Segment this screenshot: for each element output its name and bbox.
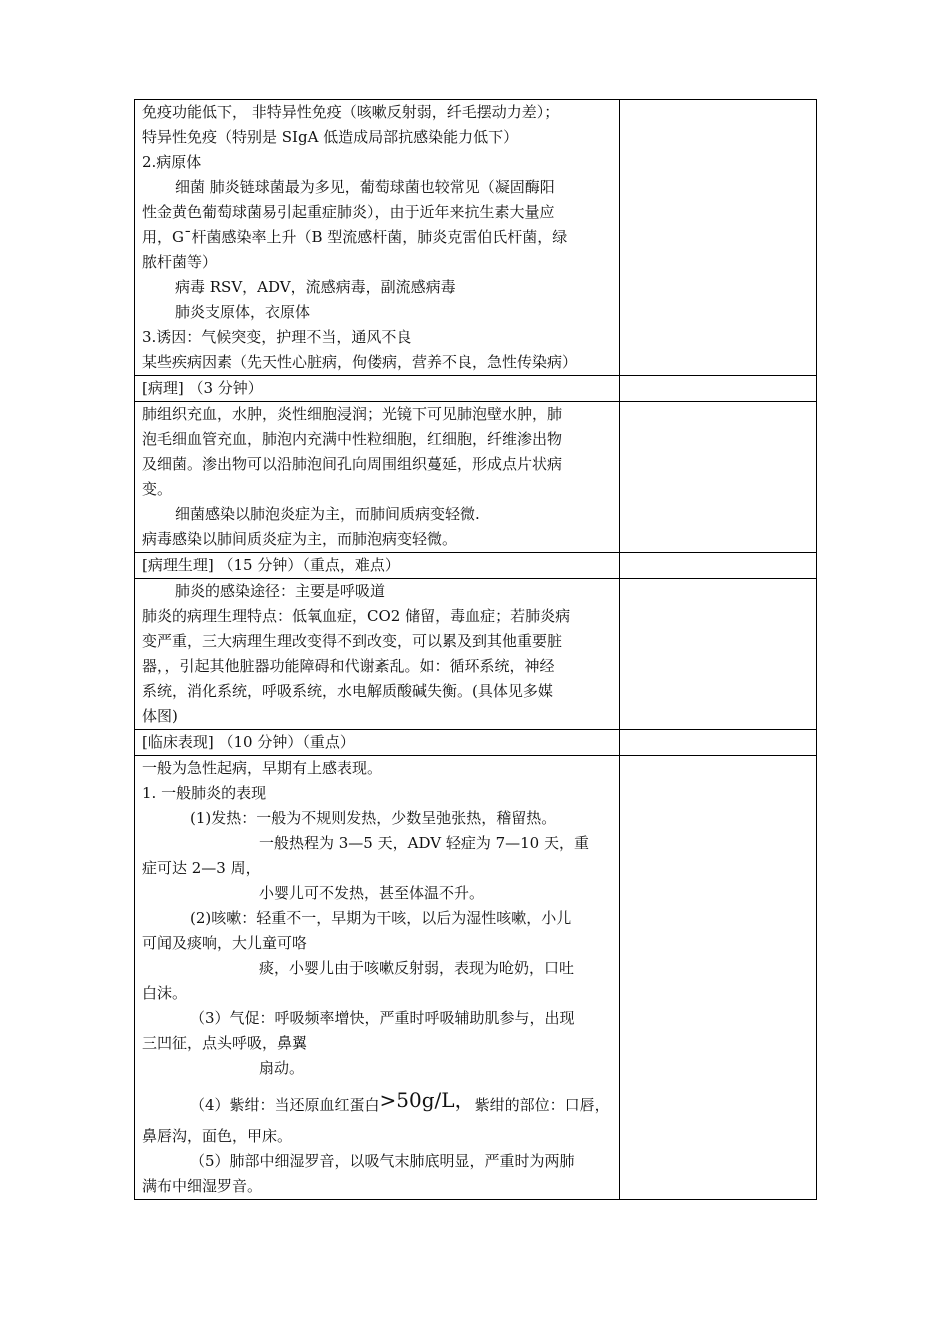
text-line: 病毒 RSV，ADV，流感病毒，副流感病毒 [175, 278, 456, 296]
section-title: [病理生理] （15 分钟）（重点，难点） [142, 556, 400, 574]
content-row [135, 579, 817, 730]
content-cell [135, 402, 620, 553]
text-line: 特异性免疫（特别是 SIgA 低造成局部抗感染能力低下） [142, 128, 519, 146]
text-line: 变严重，三大病理生理改变得不到改变，可以累及到其他重要脏 [142, 632, 563, 650]
text-segment: 紫绀的部位：口唇， [474, 1096, 610, 1114]
text-line: （3）气促：呼吸频率增快，严重时呼吸辅助肌参与，出现 [190, 1009, 575, 1027]
content-row [135, 100, 817, 376]
text-line: 痰，小婴儿由于咳嗽反射弱，表现为呛奶，口吐 [259, 959, 575, 977]
text-line: 性金黄色葡萄球菌易引起重症肺炎），由于近年来抗生素大量应 [142, 203, 555, 221]
text-line: 2.病原体 [142, 153, 202, 171]
text-line: 免疫功能低下， 非特异性免疫（咳嗽反射弱，纤毛摆动力差）； [142, 103, 560, 121]
text-line: 鼻唇沟，面色，甲床。 [142, 1127, 293, 1145]
text-line: 扇动。 [259, 1059, 305, 1077]
text-line: 及细菌。渗出物可以沿肺泡间孔向周围组织蔓延，形成点片状病 [142, 455, 563, 473]
text-line: 肺炎支原体，衣原体 [175, 303, 311, 321]
notes-cell [619, 730, 816, 756]
notes-cell [619, 402, 816, 553]
content-cell [135, 579, 620, 730]
text-line: 3.诱因：气候突变，护理不当，通风不良 [142, 328, 412, 346]
section-header-row [135, 376, 817, 402]
text-line: 泡毛细血管充血，肺泡内充满中性粒细胞，红细胞，纤维渗出物 [142, 430, 563, 448]
text-line: 白沫。 [142, 984, 188, 1002]
text-line: (2)咳嗽：轻重不一，早期为干咳，以后为湿性咳嗽，小儿 [190, 909, 572, 927]
text-line: 系统，消化系统，呼吸系统，水电解质酸碱失衡。(具体见多媒 [142, 682, 553, 700]
table-body [135, 100, 817, 1200]
text-line: 细菌 肺炎链球菌最为多见，葡萄球菌也较常见（凝固酶阳 [175, 178, 555, 196]
content-cell [135, 100, 620, 376]
text-line: 病毒感染以肺间质炎症为主，而肺泡病变轻微。 [142, 530, 458, 548]
text-line: 症可达 2—3 周， [142, 859, 261, 877]
text-line: 满布中细湿罗音。 [142, 1177, 263, 1195]
content-row [135, 756, 817, 1200]
notes-cell [619, 376, 816, 402]
section-header-cell [135, 376, 620, 402]
text-line: 体图) [142, 707, 178, 725]
text-line: 某些疾病因素（先天性心脏病，佝偻病，营养不良，急性传染病） [142, 353, 578, 371]
text-line: 变。 [142, 480, 173, 498]
notes-cell [619, 579, 816, 730]
section-header-row [135, 553, 817, 579]
notes-cell [619, 100, 816, 376]
text-line: 肺组织充血，水肿，炎性细胞浸润；光镜下可见肺泡壁水肿，肺 [142, 405, 563, 423]
section-title: [病理] （3 分钟） [142, 379, 263, 397]
text-line [142, 1081, 616, 1124]
text-line: （5）肺部中细湿罗音，以吸气末肺底明显，严重时为两肺 [190, 1152, 575, 1170]
text-line: 细菌感染以肺泡炎症为主，而肺间质病变轻微. [175, 505, 480, 523]
text-line: 脓杆菌等） [142, 253, 218, 271]
text-line: 1. 一般肺炎的表现 [142, 784, 267, 802]
text-line: 用，G¯杆菌感染率上升（B 型流感杆菌，肺炎克雷伯氏杆菌，绿 [142, 228, 568, 246]
section-header-cell [135, 730, 620, 756]
text-line: 肺炎的感染途径：主要是呼吸道 [175, 582, 386, 600]
section-header-cell [135, 553, 620, 579]
text-line: 肺炎的病理生理特点：低氧血症，CO2 储留，毒血症；若肺炎病 [142, 607, 571, 625]
hemoglobin-threshold: >50g/L， [379, 1088, 475, 1112]
text-segment: （4）紫绀：当还原血红蛋白 [190, 1096, 380, 1114]
text-line: 一般为急性起病，早期有上感表现。 [142, 759, 383, 777]
section-title: [临床表现] （10 分钟）（重点） [142, 733, 355, 751]
text-line: 可闻及痰响，大儿童可咯 [142, 934, 308, 952]
text-line: 器，，引起其他脏器功能障碍和代谢紊乱。如：循环系统，神经 [142, 657, 555, 675]
content-cell [135, 756, 620, 1200]
text-line: 一般热程为 3—5 天，ADV 轻症为 7—10 天，重 [259, 834, 589, 852]
content-row [135, 402, 817, 553]
lesson-plan-table [134, 99, 817, 1200]
notes-cell [619, 553, 816, 579]
notes-cell [619, 756, 816, 1200]
text-line: (1)发热：一般为不规则发热，少数呈弛张热，稽留热。 [190, 809, 557, 827]
text-line: 三凹征，点头呼吸，鼻翼 [142, 1034, 308, 1052]
text-line: 小婴儿可不发热，甚至体温不升。 [259, 884, 485, 902]
section-header-row [135, 730, 817, 756]
